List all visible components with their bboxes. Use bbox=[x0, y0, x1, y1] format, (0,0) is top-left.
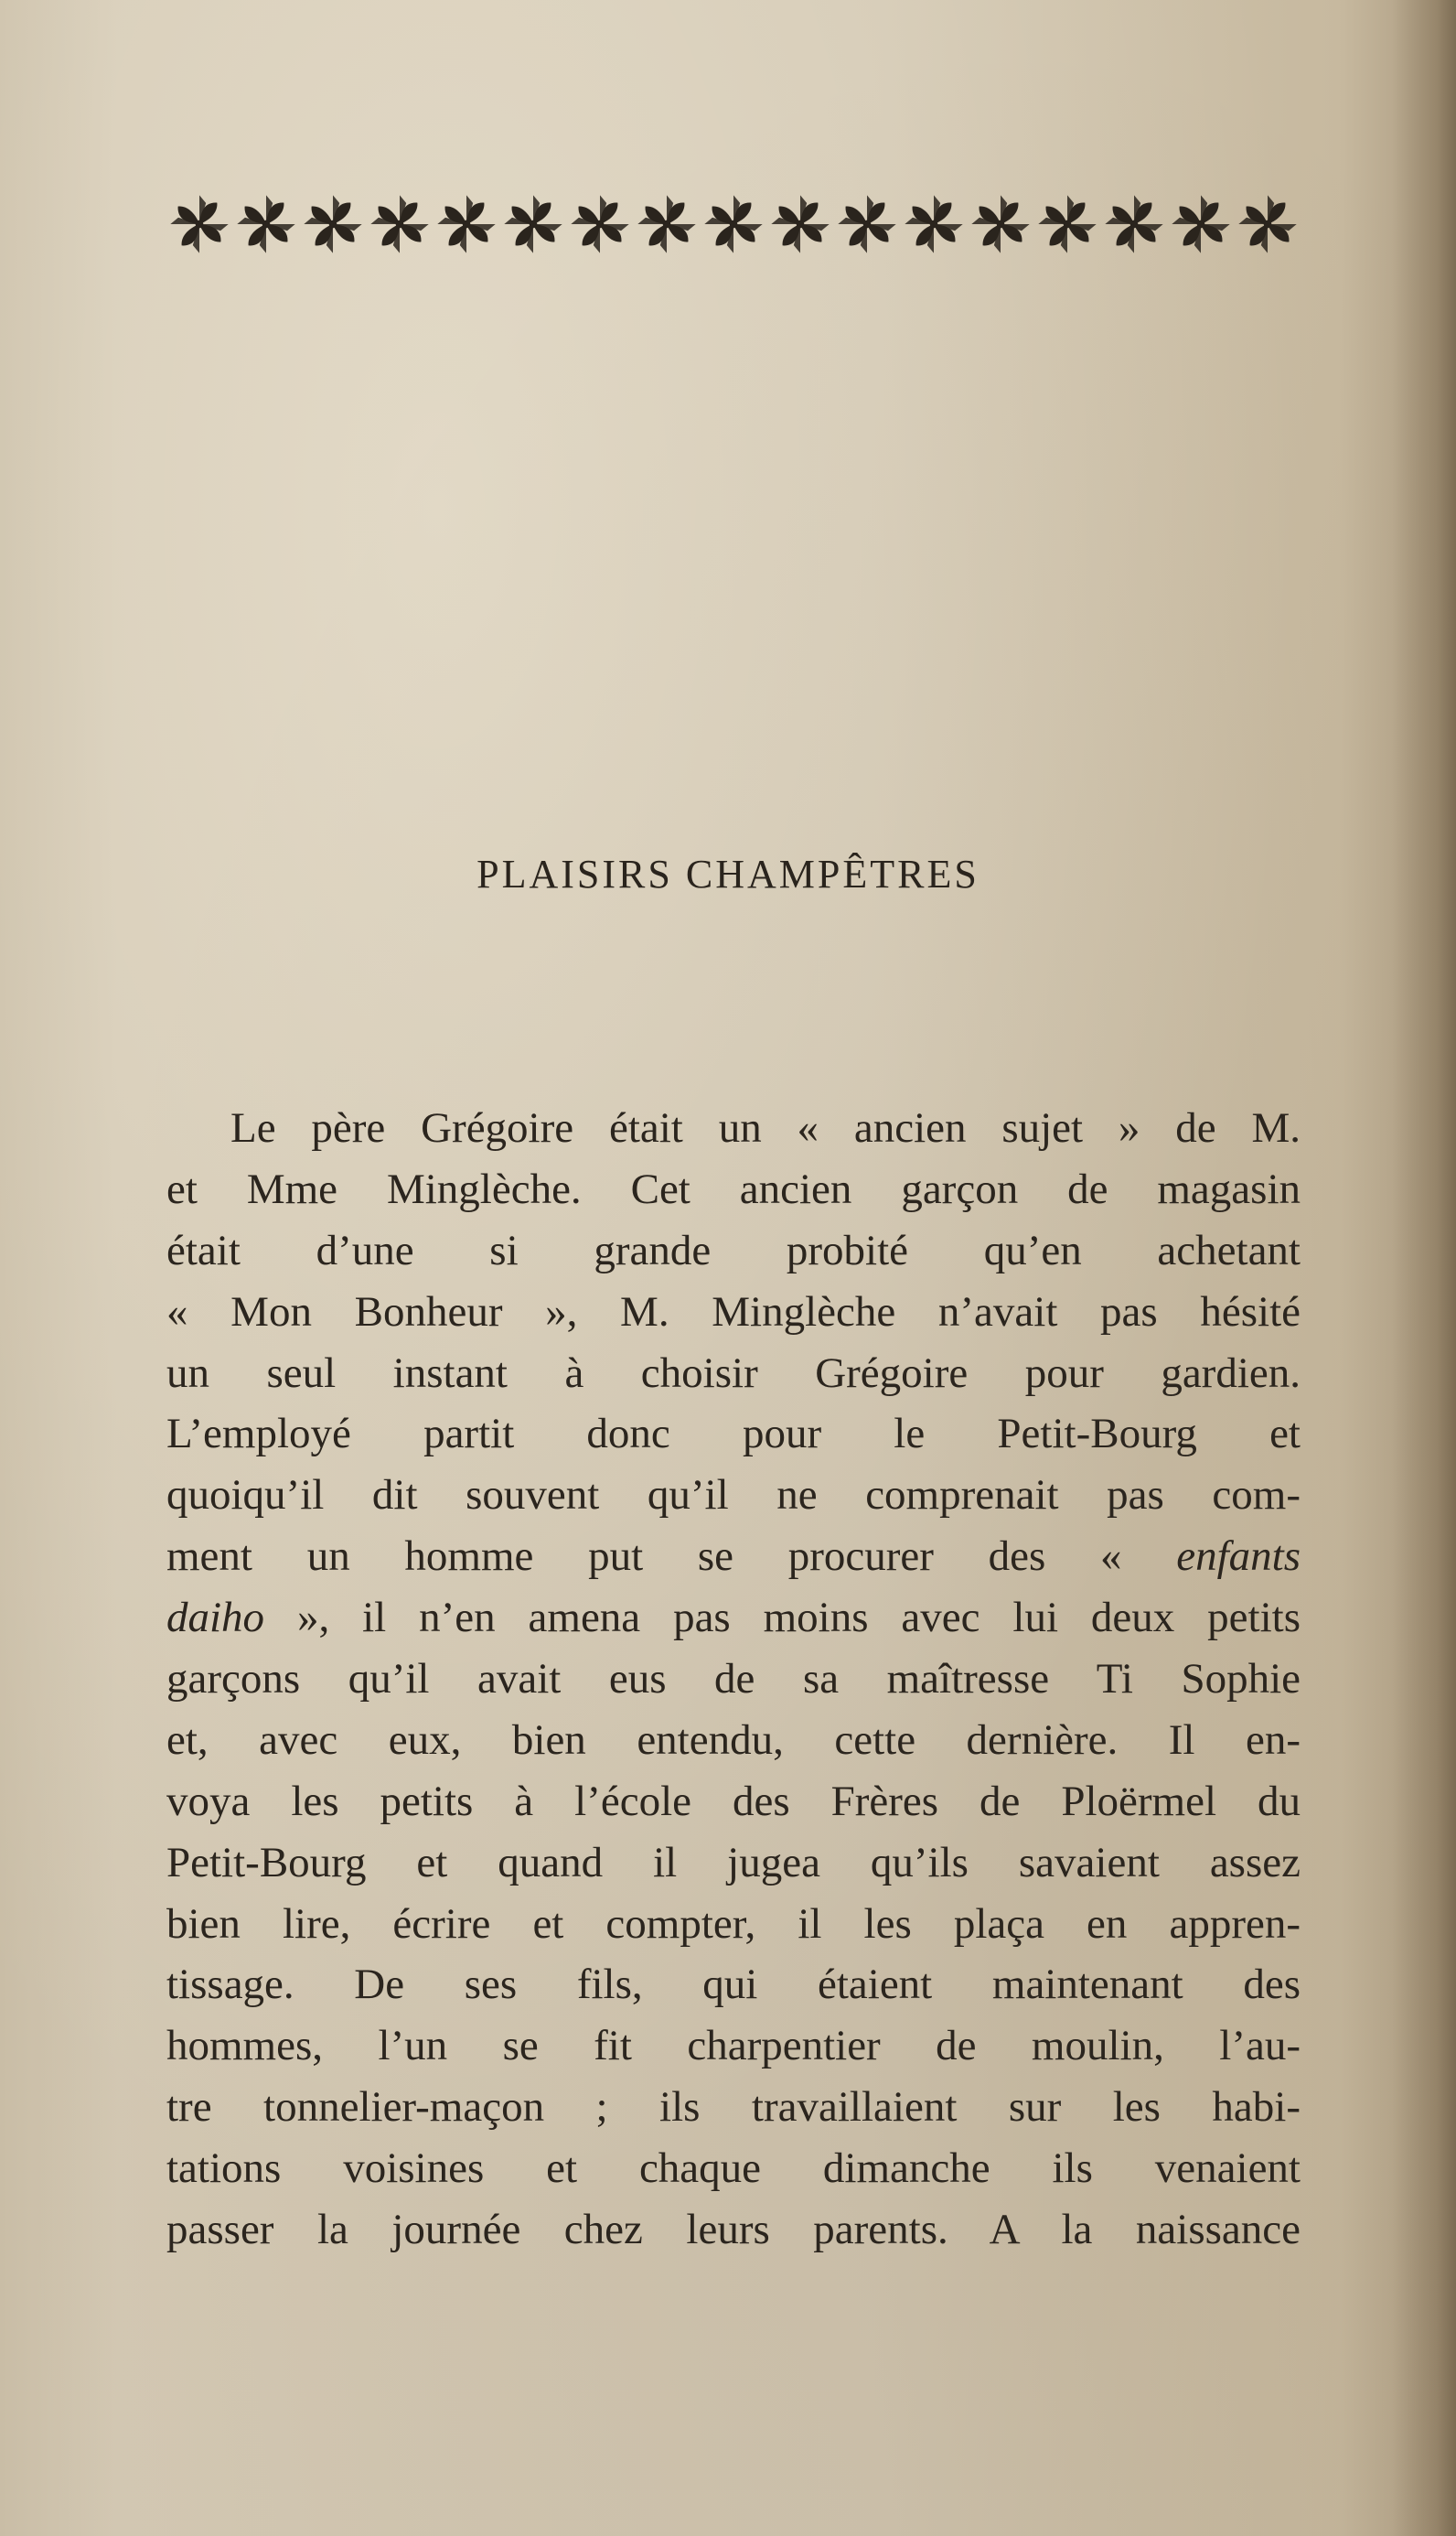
text-line: « Mon Bonheur », M. Minglèche n’avait pas hésité bbox=[166, 1287, 1301, 1336]
fleuron-icon bbox=[166, 191, 232, 257]
fleuron-icon bbox=[1101, 191, 1167, 257]
body-text bbox=[166, 1098, 1301, 2261]
fleuron-icon bbox=[300, 191, 366, 257]
page-edge-shadow bbox=[1392, 0, 1456, 2536]
text-line: Le père Grégoire était un « ancien sujet » de M. bbox=[230, 1104, 1301, 1152]
text-line: voya les petits à l’école des Frères de Ploërmel du bbox=[166, 1777, 1301, 1825]
fleuron-icon bbox=[1235, 191, 1301, 257]
text-line: bien lire, écrire et compter, il les plaça en appren- bbox=[166, 1899, 1301, 1948]
fleuron-icon bbox=[701, 191, 766, 257]
fleuron-icon bbox=[767, 191, 833, 257]
text-line: hommes, l’un se fit charpentier de moulin, l’au- bbox=[166, 2022, 1301, 2070]
ornament-band bbox=[166, 190, 1301, 258]
text-line: L’employé partit donc pour le Petit-Bourg et bbox=[166, 1410, 1301, 1458]
text-line: était d’une si grande probité qu’en achetant bbox=[166, 1226, 1301, 1274]
text-line: quoiqu’il dit souvent qu’il ne comprenait pas com- bbox=[166, 1471, 1301, 1520]
fleuron-icon bbox=[500, 191, 566, 257]
text-line: garçons qu’il avait eus de sa maîtresse Ti Sophie bbox=[166, 1655, 1301, 1703]
fleuron-icon bbox=[901, 191, 967, 257]
text-line-mixed bbox=[166, 1587, 1301, 1649]
fleuron-icon bbox=[634, 191, 700, 257]
text-line-mixed bbox=[166, 1526, 1301, 1587]
fleuron-icon bbox=[434, 191, 499, 257]
text-line: passer la journée chez leurs parents. A la naissance bbox=[166, 2206, 1301, 2254]
text-run: ment un homme put se procurer des « bbox=[166, 1532, 1177, 1581]
fleuron-icon bbox=[1034, 191, 1100, 257]
fleuron-icon bbox=[367, 191, 433, 257]
italic-run: daiho bbox=[166, 1594, 265, 1642]
text-line: un seul instant à choisir Grégoire pour gardien. bbox=[166, 1349, 1301, 1397]
italic-run: enfants bbox=[1176, 1532, 1301, 1581]
text-line: et Mme Minglèche. Cet ancien garçon de magasin bbox=[166, 1165, 1301, 1213]
fleuron-icon bbox=[968, 191, 1033, 257]
text-line: tissage. De ses fils, qui étaient maintenant des bbox=[166, 1961, 1301, 2009]
text-run: », il n’en amena pas moins avec lui deux petits bbox=[264, 1594, 1301, 1642]
fleuron-icon bbox=[1168, 191, 1234, 257]
fleuron-icon bbox=[567, 191, 633, 257]
fleuron-icon bbox=[834, 191, 900, 257]
text-line: tations voisines et chaque dimanche ils venaient bbox=[166, 2144, 1301, 2193]
text-line: Petit-Bourg et quand il jugea qu’ils savaient assez bbox=[166, 1838, 1301, 1886]
chapter-title: PLAISIRS CHAMPÊTRES bbox=[476, 852, 980, 897]
fleuron-icon bbox=[233, 191, 299, 257]
text-line: tre tonnelier-maçon ; ils travaillaient sur les habi- bbox=[166, 2083, 1301, 2132]
text-line: et, avec eux, bien entendu, cette dernière. Il en- bbox=[166, 1715, 1301, 1764]
